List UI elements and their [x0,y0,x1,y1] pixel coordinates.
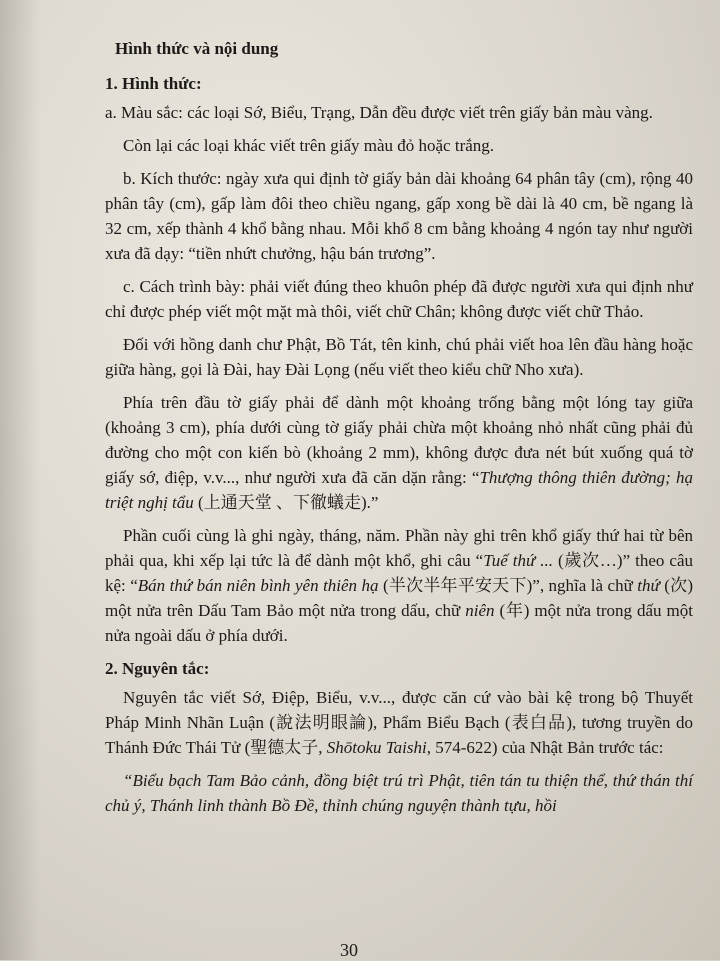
paragraph-margins [105,390,693,515]
date-verse: Bán thứ bán niên bình yên thiên hạ [137,576,379,595]
paragraph-date [105,523,693,648]
section-title: Hình thức và nội dung [115,39,279,58]
paragraph-layout: c. Cách trình bày: phải viết đúng theo khuôn phép đã được người xưa qui định như chỉ được phép viết một mặt mà thôi, viết chữ Chân; không được viết chữ Thảo. [105,277,693,321]
paragraph-size: b. Kích thước: ngày xưa qui định tờ giấy bản dài khoảng 64 phân tây (cm), rộng 40 phân tây (cm), gấp làm đôi theo chiều ngang, gấp xong bề dài là 40 cm, bề ngang là 32 cm, xếp thành 4 khổ bằng nhau. Mỗi khổ 8 cm bằng khoảng 4 ngón tay như người xưa đã dạy: “tiền nhứt chưởng, hậu bán trương”. [105,169,693,263]
principle-text-1: Nguyên tắc viết Sớ, Điệp, Biểu, v.v..., được căn cứ vào bài kệ trong bộ Thuyết Pháp Minh Nhãn Luận (說法明眼論), Phẩm Biểu Bạch (表白品), tương truyền do Thánh Đức Thái Tử (聖德太子, [105,688,693,757]
margins-quote: Thượng thông thiên đường; hạ triệt nghị tẩu [105,468,693,512]
date-thu: thứ [637,576,660,595]
date-text-1: Phần cuối cùng là ghi ngày, tháng, năm. Phần này ghi trên khổ giấy thứ hai từ bên phải qua, khi xếp lại tức là để dành một khổ, ghi câu “ [105,526,693,570]
principle-name: Shōtoku Taishi [326,738,427,757]
paragraph-color: a. Màu sắc: các loại Sớ, Biểu, Trạng, Dẫn đều được viết trên giấy bản màu vàng. [105,103,653,122]
principle-text-2: , 574-622) của Nhật Bản trước tác: [426,738,664,757]
page-number: 30 [340,940,358,960]
date-text-2: (歲次…)” theo câu kệ: “ [105,551,693,595]
date-text-3: (半次半年平安天下)”, nghĩa là chữ [378,576,638,595]
paragraph-principle [105,685,693,760]
paragraph-other-colors: Còn lại các loại khác viết trên giấy màu đỏ hoặc trắng. [123,136,495,155]
margins-end: (上通天堂 、下徹蟻走).” [193,493,379,512]
heading-form: 1. Hình thức: [105,74,202,93]
date-text-5: (年) một nửa trong dấu một nửa ngoài dấu ở phía dưới. [105,601,694,645]
date-text-4: (次) một nửa trên Dấu Tam Bảo một nửa trong dấu, chữ [105,576,693,620]
margins-text: Phía trên đầu tờ giấy phải để dành một khoảng trống bằng một lóng tay giữa (khoảng 3 cm), phía dưới cùng tờ giấy phải chừa một khoảng nhỏ nhất cũng phải đủ đường cho một con kiến bò (khoảng 2 mm), không được đưa nét bút xuống quá tờ giấy sớ, điệp, v.v..., như người xưa đã căn dặn rằng: “ [105,393,693,487]
page-shadow [0,0,40,960]
page-content [105,28,693,826]
heading-principle: 2. Nguyên tắc: [105,659,210,678]
quote-verse: “Biểu bạch Tam Bảo cảnh, đồng biệt trú trì Phật, tiên tán tu thiện thể, thứ thán thí chủ ý, Thánh linh thành Bồ Đề, thỉnh chúng nguyện thành tựu, hồi [105,771,693,815]
date-tue-thu: Tuế thứ ... [483,551,554,570]
date-nien: niên [465,601,495,620]
paragraph-names: Đối với hồng danh chư Phật, Bồ Tát, tên kinh, chú phải viết hoa lên đầu hàng hoặc giữa hàng, gọi là Đài, hay Đài Lọng (nếu viết theo kiểu chữ Nho xưa). [105,335,693,379]
